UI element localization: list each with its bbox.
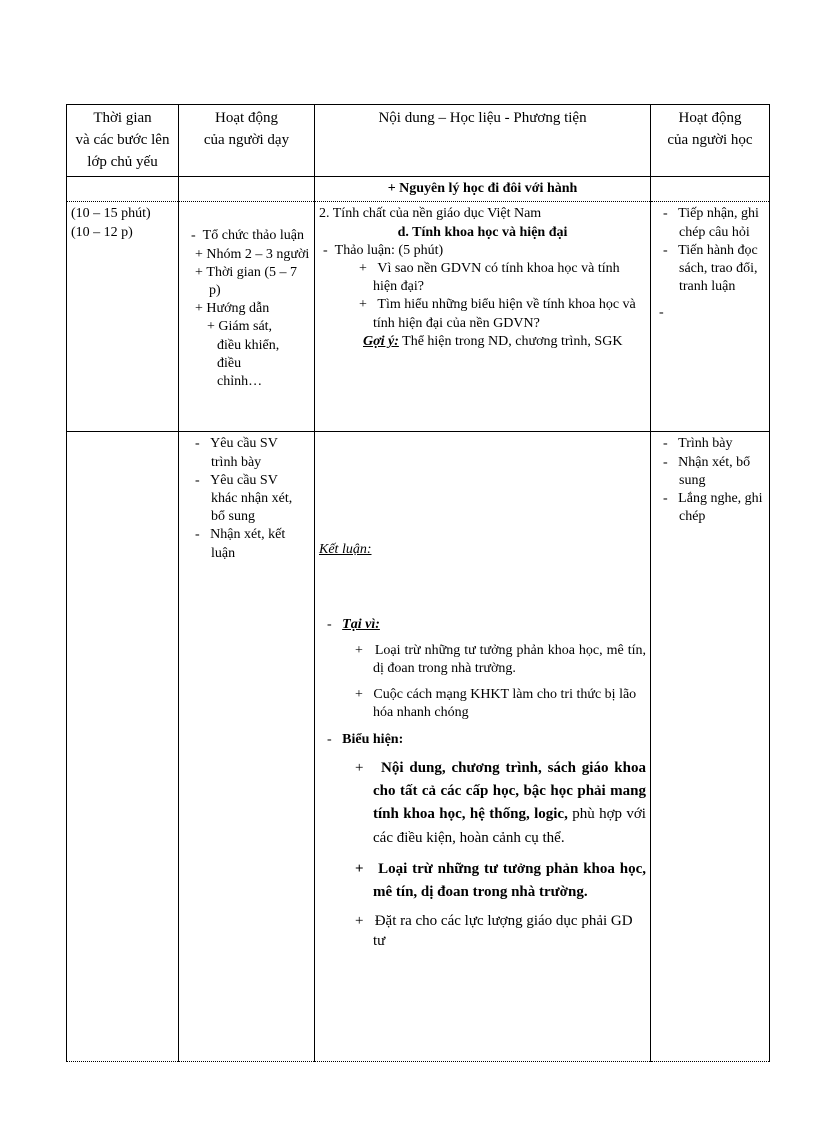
header-learner-line2: của người học	[667, 131, 753, 148]
discussion-time-cell	[67, 202, 179, 432]
teacher-item: - Yêu cầu SV trình bày	[195, 436, 278, 470]
learner-item: - Trình bày	[663, 436, 733, 452]
header-time-line1: Thời gian	[93, 110, 152, 126]
teacher-item: - Nhận xét, kết luận	[195, 527, 286, 561]
manifest-item-3: + Đặt ra cho các lực lượng giáo dục phải GD tư	[355, 913, 633, 949]
table-row-conclusion	[67, 432, 770, 1062]
conclusion-label: Kết luận:	[319, 542, 372, 558]
teacher-subitem: + Thời gian (5 – 7 p)	[195, 264, 298, 298]
reason-item-1: + Loại trừ những tư tưởng phản khoa học, mê tín, dị đoan trong nhà trường.	[355, 642, 646, 676]
table-row-principle	[67, 177, 770, 202]
teacher-item: - Tổ chức thảo luận	[191, 228, 304, 244]
header-time-line2: và các bước lên	[75, 131, 170, 148]
manifest-item-2: + Loại trừ những tư tưởng phản khoa học, mê tín, dị đoan trong nhà trường.	[355, 860, 646, 900]
discussion-content-cell	[315, 202, 651, 432]
lesson-plan-table	[66, 104, 770, 1062]
discussion-learner-cell	[651, 202, 770, 432]
conclusion-learner-cell	[651, 432, 770, 1062]
discussion-question-1: + Vì sao nền GDVN có tính khoa học và tính hiện đại?	[359, 261, 620, 295]
manifest-item-1: + Nội dung, chương trình, sách giáo khoa cho tất cả các cấp học, bậc học phải mang tính khoa học, hệ thống, logic, phù hợp với các điều kiện, hoàn cảnh cụ thể.	[355, 759, 646, 846]
table-row-discussion	[67, 202, 770, 432]
header-time-line3: lớp chủ yếu	[87, 153, 158, 170]
hint-text: Thể hiện trong ND, chương trình, SGK	[398, 333, 623, 349]
manifest-heading: - Biểu hiện:	[327, 731, 404, 747]
hint-line	[363, 333, 646, 351]
teacher-subitem: + Hướng dẫn	[195, 301, 270, 317]
teacher-subitem: + Nhóm 2 – 3 người	[195, 246, 310, 262]
header-content-text: Nội dung – Học liệu - Phương tiện	[378, 110, 587, 126]
time-range-2: (10 – 12 p)	[71, 224, 133, 240]
teacher-item: - Yêu cầu SV khác nhận xét, bổ sung	[195, 472, 293, 525]
section-title: 2. Tính chất của nền giáo dục Việt Nam	[319, 206, 542, 222]
header-learner-activity	[651, 105, 770, 177]
reason-heading: - Tại vì:	[327, 616, 380, 632]
discussion-label: - Thảo luận: (5 phút)	[323, 242, 444, 258]
conclusion-content-cell	[315, 432, 651, 1062]
subsection-title: d. Tính khoa học và hiện đại	[397, 224, 568, 240]
hint-label: Gợi ý:	[363, 333, 399, 349]
learner-item-empty: -	[659, 305, 664, 321]
reason-item-2: + Cuộc cách mạng KHKT làm cho tri thức bị lão hóa nhanh chóng	[355, 687, 637, 721]
time-range-1: (10 – 15 phút)	[71, 206, 151, 222]
discussion-teacher-cell	[179, 202, 315, 432]
header-teacher-line1: Hoạt động	[215, 110, 278, 126]
principle-text: + Nguyên lý học đi đôi với hành	[387, 181, 578, 197]
table-header-row	[67, 105, 770, 177]
conclusion-teacher-cell	[179, 432, 315, 1062]
header-time-steps	[67, 105, 179, 177]
header-learner-line1: Hoạt động	[678, 110, 742, 126]
teacher-subitem: + Giám sát, điều khiển, điều chỉnh…	[207, 319, 280, 389]
principle-cell	[315, 177, 651, 202]
discussion-question-2: + Tìm hiểu những biểu hiện về tính khoa học và tính hiện đại của nền GDVN?	[359, 297, 636, 331]
learner-item: - Lắng nghe, ghi chép	[663, 491, 763, 525]
header-content	[315, 105, 651, 177]
header-teacher-line2: của người dạy	[203, 131, 290, 148]
header-teacher-activity	[179, 105, 315, 177]
learner-item: - Nhận xét, bổ sung	[663, 454, 751, 488]
learner-item: - Tiến hành đọc sách, trao đổi, tranh luận	[663, 242, 758, 295]
learner-item: - Tiếp nhận, ghi chép câu hỏi	[663, 206, 759, 240]
